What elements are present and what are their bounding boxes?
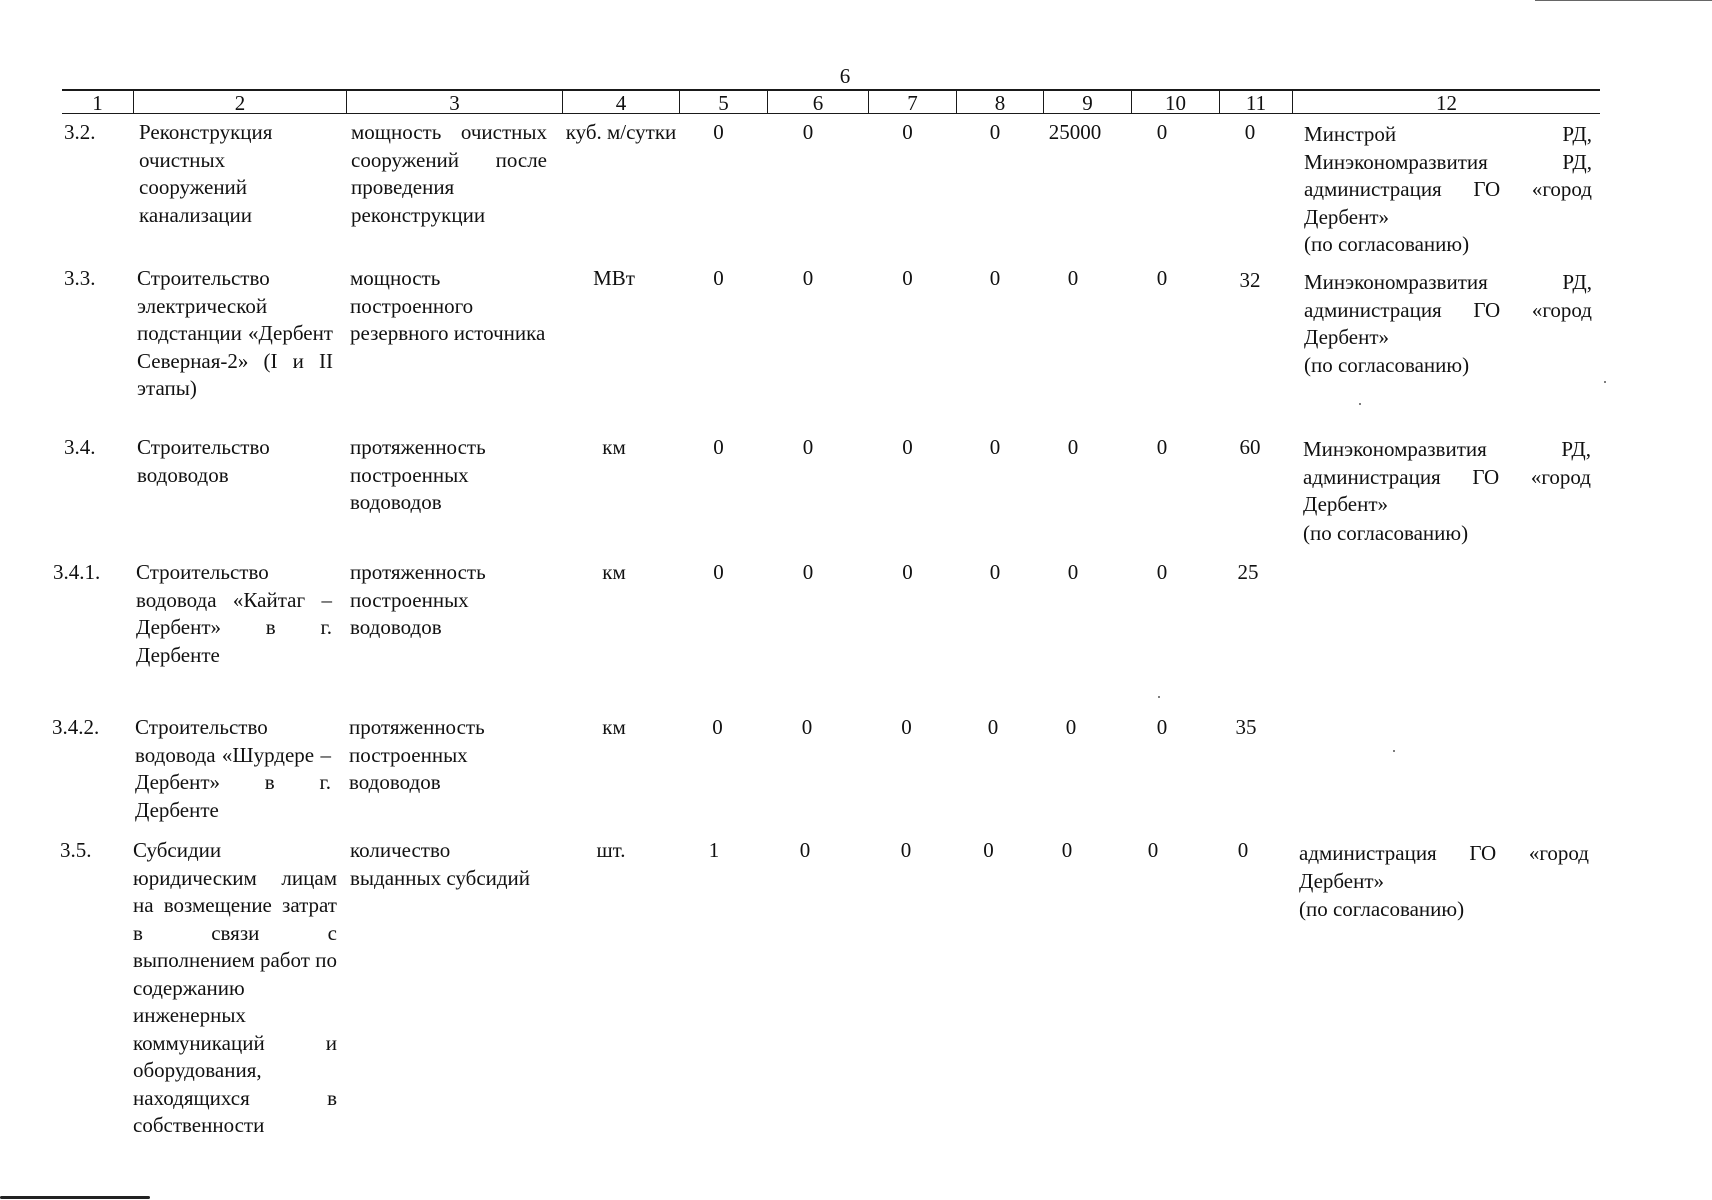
row-value: 0	[1067, 266, 1079, 290]
scan-edge-mark	[0, 1196, 150, 1199]
column-header-8: 8	[994, 91, 1006, 115]
row-indicator: мощность построенного резервного источника	[350, 266, 546, 345]
row-value: 0	[902, 435, 913, 459]
column-header-10: 10	[1165, 91, 1186, 115]
scan-speck	[1359, 403, 1361, 405]
row-executor: Минстрой РД, Минэкономразвития РД, администрация ГО «город Дербент»	[1304, 122, 1592, 229]
column-header-11: 11	[1245, 91, 1267, 115]
row-value: 0	[1156, 435, 1168, 459]
column-header-7: 7	[907, 91, 918, 115]
row-value: 0	[1147, 838, 1159, 862]
row-value: 32	[1239, 268, 1261, 292]
row-indicator: протяженность построенных водоводов	[349, 715, 485, 794]
row-number: 3.4.	[64, 435, 96, 459]
row-value: 0	[989, 435, 1001, 459]
row-value: 0	[802, 120, 814, 144]
row-number: 3.4.2.	[52, 715, 100, 739]
row-note: (по согласованию)	[1304, 232, 1470, 256]
row-unit: куб. м/сутки	[565, 120, 677, 144]
row-value: 0	[799, 838, 811, 862]
row-value: 35	[1235, 715, 1257, 739]
row-note: (по согласованию)	[1304, 353, 1470, 377]
row-indicator: количество выданных субсидий	[350, 838, 531, 890]
row-number: 3.4.1.	[53, 560, 101, 584]
row-value: 0	[989, 560, 1001, 584]
row-value: 0	[802, 266, 814, 290]
column-header-12: 12	[1436, 91, 1457, 115]
scan-speck	[1158, 696, 1160, 698]
column-header-2: 2	[234, 91, 246, 115]
row-value: 0	[801, 715, 813, 739]
row-value: 0	[1244, 120, 1256, 144]
row-value: 0	[902, 266, 913, 290]
row-unit: км	[602, 715, 626, 739]
row-value: 0	[989, 120, 1001, 144]
row-value: 0	[1237, 838, 1249, 862]
row-indicator: протяженность построенных водоводов	[350, 435, 486, 514]
row-note: (по согласованию)	[1299, 897, 1465, 921]
row-unit: км	[602, 435, 626, 459]
row-value: 25000	[1048, 120, 1102, 144]
row-note: (по согласованию)	[1303, 521, 1469, 545]
row-value: 0	[713, 266, 724, 290]
row-value: 0	[1061, 838, 1073, 862]
row-unit: км	[602, 560, 626, 584]
row-value: 60	[1239, 435, 1261, 459]
row-name: Субсидии юридическим лицам на возмещение затрат в связи с выполнением работ по содержанию инженерных коммуникаций и оборудования, находящихся в собственности	[133, 838, 337, 1137]
row-unit: МВт	[593, 266, 635, 290]
row-value: 0	[900, 838, 912, 862]
row-name: Строительство электрической подстанции «Дербент Северная-2» (I и II этапы)	[137, 266, 333, 400]
row-value: 0	[1156, 715, 1168, 739]
row-value: 0	[1156, 120, 1168, 144]
row-number: 3.2.	[64, 120, 96, 144]
column-header-5: 5	[718, 91, 729, 115]
row-value: 0	[1065, 715, 1077, 739]
column-header-1: 1	[92, 91, 103, 115]
page-number: 6	[839, 64, 851, 88]
row-value: 0	[802, 560, 814, 584]
row-indicator: протяженность построенных водоводов	[350, 560, 486, 639]
column-header-6: 6	[812, 91, 824, 115]
row-value: 0	[1156, 266, 1168, 290]
row-executor: Минэкономразвития РД, администрация ГО «город Дербент»	[1304, 270, 1592, 349]
row-unit: шт.	[596, 838, 626, 862]
row-value: 0	[802, 435, 814, 459]
row-value: 25	[1237, 560, 1259, 584]
row-name: Строительство водоводов	[137, 435, 270, 487]
row-value: 0	[1067, 560, 1079, 584]
row-value: 0	[713, 120, 724, 144]
scan-edge-mark	[1535, 0, 1712, 1]
row-executor: Минэкономразвития РД, администрация ГО «город Дербент»	[1303, 437, 1591, 516]
row-value: 0	[902, 120, 913, 144]
row-value: 0	[1067, 435, 1079, 459]
scan-speck	[1393, 750, 1395, 752]
row-value: 0	[902, 560, 913, 584]
row-value: 0	[989, 266, 1001, 290]
row-value: 0	[712, 715, 723, 739]
scan-speck	[1604, 381, 1606, 383]
row-value: 0	[1156, 560, 1168, 584]
row-value: 0	[983, 838, 994, 862]
row-number: 3.3.	[64, 266, 96, 290]
row-value: 0	[901, 715, 912, 739]
column-header-4: 4	[615, 91, 627, 115]
column-header-3: 3	[449, 91, 460, 115]
row-name: Реконструкция очистных сооружений канализации	[139, 120, 273, 227]
row-indicator: мощность очистных сооружений после проведения реконструкции	[351, 120, 547, 227]
row-value: 1	[708, 838, 720, 862]
row-value: 0	[987, 715, 999, 739]
row-value: 0	[713, 435, 724, 459]
row-number: 3.5.	[60, 838, 92, 862]
row-executor: администрация ГО «город Дербент»	[1299, 841, 1589, 893]
row-name: Строительство водовода «Кайтаг – Дербент» в г. Дербенте	[136, 560, 332, 667]
row-name: Строительство водовода «Шурдере – Дербент» в г. Дербенте	[135, 715, 331, 822]
column-header-9: 9	[1082, 91, 1093, 115]
row-value: 0	[713, 560, 724, 584]
